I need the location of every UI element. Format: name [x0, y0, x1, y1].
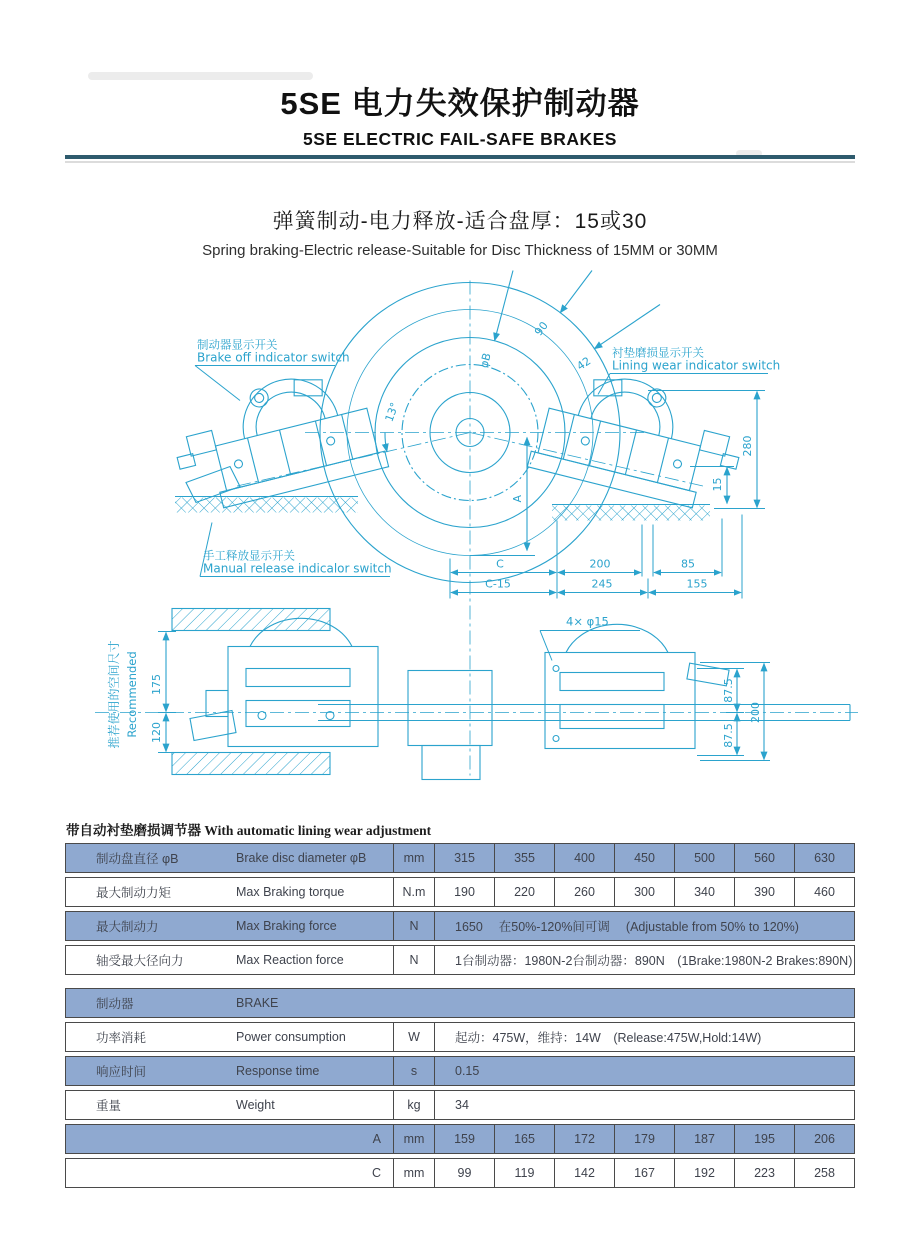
- row-label-zh: 制动盘直径 φB: [96, 852, 179, 866]
- page-title-en: 5SE ELECTRIC FAIL-SAFE BRAKES: [303, 129, 617, 149]
- row-label-en: Max Braking torque: [236, 885, 345, 899]
- dim-label-15: 15: [711, 477, 724, 492]
- dim-label-13deg: 13°: [382, 400, 402, 424]
- row-label-cell: [66, 844, 393, 872]
- spec-table: [65, 843, 855, 975]
- ground-hatch-right: [552, 505, 710, 521]
- row-label-cell: [66, 1159, 393, 1187]
- table-row: [65, 945, 855, 975]
- table-header-en: BRAKE: [236, 996, 279, 1010]
- value-cell: 223: [735, 1159, 795, 1187]
- row-unit-cell: mm: [393, 1125, 435, 1153]
- side-right-caliper: [545, 624, 729, 748]
- dim-label-87-bot: 87.5: [722, 723, 735, 748]
- dim-label-87-top: 87.5: [722, 678, 735, 703]
- value-cell: 400: [555, 844, 615, 872]
- table-row: [65, 1158, 855, 1188]
- dim-label-200v: 200: [749, 702, 762, 723]
- value-cell: 390: [735, 878, 795, 906]
- row-unit-cell: N: [393, 946, 435, 974]
- value-cell: 340: [675, 878, 735, 906]
- page-header: [65, 78, 855, 150]
- side-left-caliper: [190, 618, 378, 746]
- label-brake-off-zh: 制动器显示开关: [197, 337, 278, 352]
- dim-label-175: 175: [150, 674, 163, 695]
- value-cell: 190: [435, 878, 495, 906]
- row-label-cell: [66, 1091, 393, 1119]
- table-header-cell: [66, 989, 854, 1017]
- row-label-en: Brake disc diameter φB: [236, 851, 367, 865]
- dim-label-280: 280: [741, 435, 754, 457]
- label-brake-off-en: Brake off indicator switch: [197, 350, 350, 365]
- row-label-letter: C: [371, 1166, 381, 1180]
- label-space-zh: 推荐使用的空间尺寸: [107, 640, 121, 749]
- row-label-en: Max Braking force: [236, 919, 337, 933]
- value-cell: 195: [735, 1125, 795, 1153]
- value-cell: 167: [615, 1159, 675, 1187]
- dim-label-phi-b: φB: [477, 351, 494, 370]
- row-label-zh: 最大制动力矩: [96, 886, 172, 900]
- table-row: [65, 843, 855, 873]
- left-caliper: [165, 360, 389, 516]
- row-label-cell: [66, 912, 393, 940]
- row-unit-cell: N.m: [393, 878, 435, 906]
- row-label-en: Max Reaction force: [236, 953, 344, 967]
- value-cell: 260: [555, 878, 615, 906]
- row-label-en: Power consumption: [236, 1030, 346, 1044]
- dim-label-245: 245: [591, 577, 613, 591]
- row-label-cell: [66, 1057, 393, 1085]
- value-cell: 630: [814, 851, 835, 865]
- dim-label-90: 90: [532, 319, 551, 339]
- merged-value-cell: 0.15: [455, 1064, 480, 1078]
- dim-label-200: 200: [589, 557, 611, 571]
- value-cell: 450: [615, 844, 675, 872]
- brake-table: [65, 988, 855, 1188]
- label-lining-en: Lining wear indicator switch: [612, 358, 781, 373]
- row-label-zh: 功率消耗: [96, 1031, 147, 1045]
- row-label-zh: 响应时间: [96, 1065, 147, 1079]
- intro-line-zh: 弹簧制动-电力释放-适合盘厚：15或30: [272, 210, 648, 233]
- dim-label-120: 120: [150, 722, 163, 743]
- value-cell: 192: [675, 1159, 735, 1187]
- value-cell: 220: [495, 878, 555, 906]
- label-manual-zh: 手工释放显示开关: [203, 548, 295, 563]
- table-row: [65, 1022, 855, 1052]
- row-label-letter: A: [372, 1132, 381, 1146]
- dim-label-A: A: [511, 494, 524, 503]
- table-row: [65, 1124, 855, 1154]
- table-row: [65, 877, 855, 907]
- row-label-en: Response time: [236, 1064, 320, 1078]
- table-row: [65, 911, 855, 941]
- value-cell: 300: [615, 878, 675, 906]
- row-unit-cell: mm: [393, 844, 435, 872]
- side-view: [95, 609, 858, 780]
- row-label-cell: [66, 878, 393, 906]
- dim-label-42: 42: [574, 354, 594, 373]
- label-space-en: Recommended: [125, 651, 139, 738]
- header-rule: [65, 155, 855, 159]
- value-cell: 355: [495, 844, 555, 872]
- value-cell: 119: [495, 1159, 555, 1187]
- value-cell: 500: [675, 844, 735, 872]
- value-cell: 142: [555, 1159, 615, 1187]
- value-cell: 315: [435, 844, 495, 872]
- page-title-zh: 5SE 电力失效保护制动器: [280, 86, 640, 121]
- value-cell: 179: [615, 1125, 675, 1153]
- intro-block: [65, 205, 855, 259]
- value-cell: 99: [435, 1159, 495, 1187]
- value-cell: 187: [675, 1125, 735, 1153]
- row-label-zh: 重量: [96, 1099, 122, 1113]
- row-unit-cell: mm: [393, 1159, 435, 1187]
- row-label-en: Weight: [236, 1098, 275, 1112]
- row-unit-cell: N: [393, 912, 435, 940]
- row-label-zh: 轴受最大径向力: [96, 954, 184, 968]
- ground-hatch-left: [175, 497, 358, 513]
- value-cell: 159: [435, 1125, 495, 1153]
- row-unit-cell: W: [393, 1023, 435, 1051]
- merged-value-cell: 34: [455, 1098, 469, 1112]
- row-label-cell: [66, 1125, 393, 1153]
- dim-label-C: C: [496, 557, 504, 571]
- row-label-cell: [66, 946, 393, 974]
- value-cell: 560: [735, 844, 795, 872]
- row-unit-cell: s: [393, 1057, 435, 1085]
- row-label-cell: [66, 1023, 393, 1051]
- table-header-row: [65, 988, 855, 1018]
- value-cell: 258: [814, 1166, 835, 1180]
- header-rule-shadow: [65, 161, 855, 163]
- value-cell: 206: [814, 1132, 835, 1146]
- value-cell: 165: [495, 1125, 555, 1153]
- label-lining-zh: 衬垫磨损显示开关: [612, 345, 704, 360]
- dim-label-155: 155: [686, 577, 708, 591]
- dim-label-C15: C-15: [485, 577, 511, 591]
- technical-drawing: [0, 268, 922, 818]
- intro-line-en: Spring braking-Electric release-Suitable for Disc Thickness of 15MM or 30MM: [202, 242, 718, 259]
- table-row: [65, 1090, 855, 1120]
- label-manual-en: Manual release indicalor switch: [203, 561, 392, 576]
- row-unit-cell: kg: [393, 1091, 435, 1119]
- label-bolt-note: 4× φ15: [566, 614, 609, 629]
- value-cell: 460: [814, 885, 835, 899]
- dim-label-85: 85: [681, 557, 695, 571]
- table-row: [65, 1056, 855, 1086]
- table-header-zh: 制动器: [96, 997, 134, 1011]
- merged-value-cell: 起动：475W，维持：14W (Release:475W,Hold:14W): [455, 1031, 762, 1045]
- table-caption: 带自动衬垫磨损调节器 With automatic lining wear adjustment: [66, 823, 432, 838]
- row-label-zh: 最大制动力: [96, 920, 159, 934]
- value-cell: 172: [555, 1125, 615, 1153]
- merged-value-cell: 1650 在50%-120%间可调 (Adjustable from 50% to 120%): [455, 920, 799, 934]
- manual-release-lever: [186, 467, 240, 503]
- merged-value-cell: 1台制动器：1980N-2台制动器：890N (1Brake:1980N-2 Brakes:890N): [455, 954, 853, 968]
